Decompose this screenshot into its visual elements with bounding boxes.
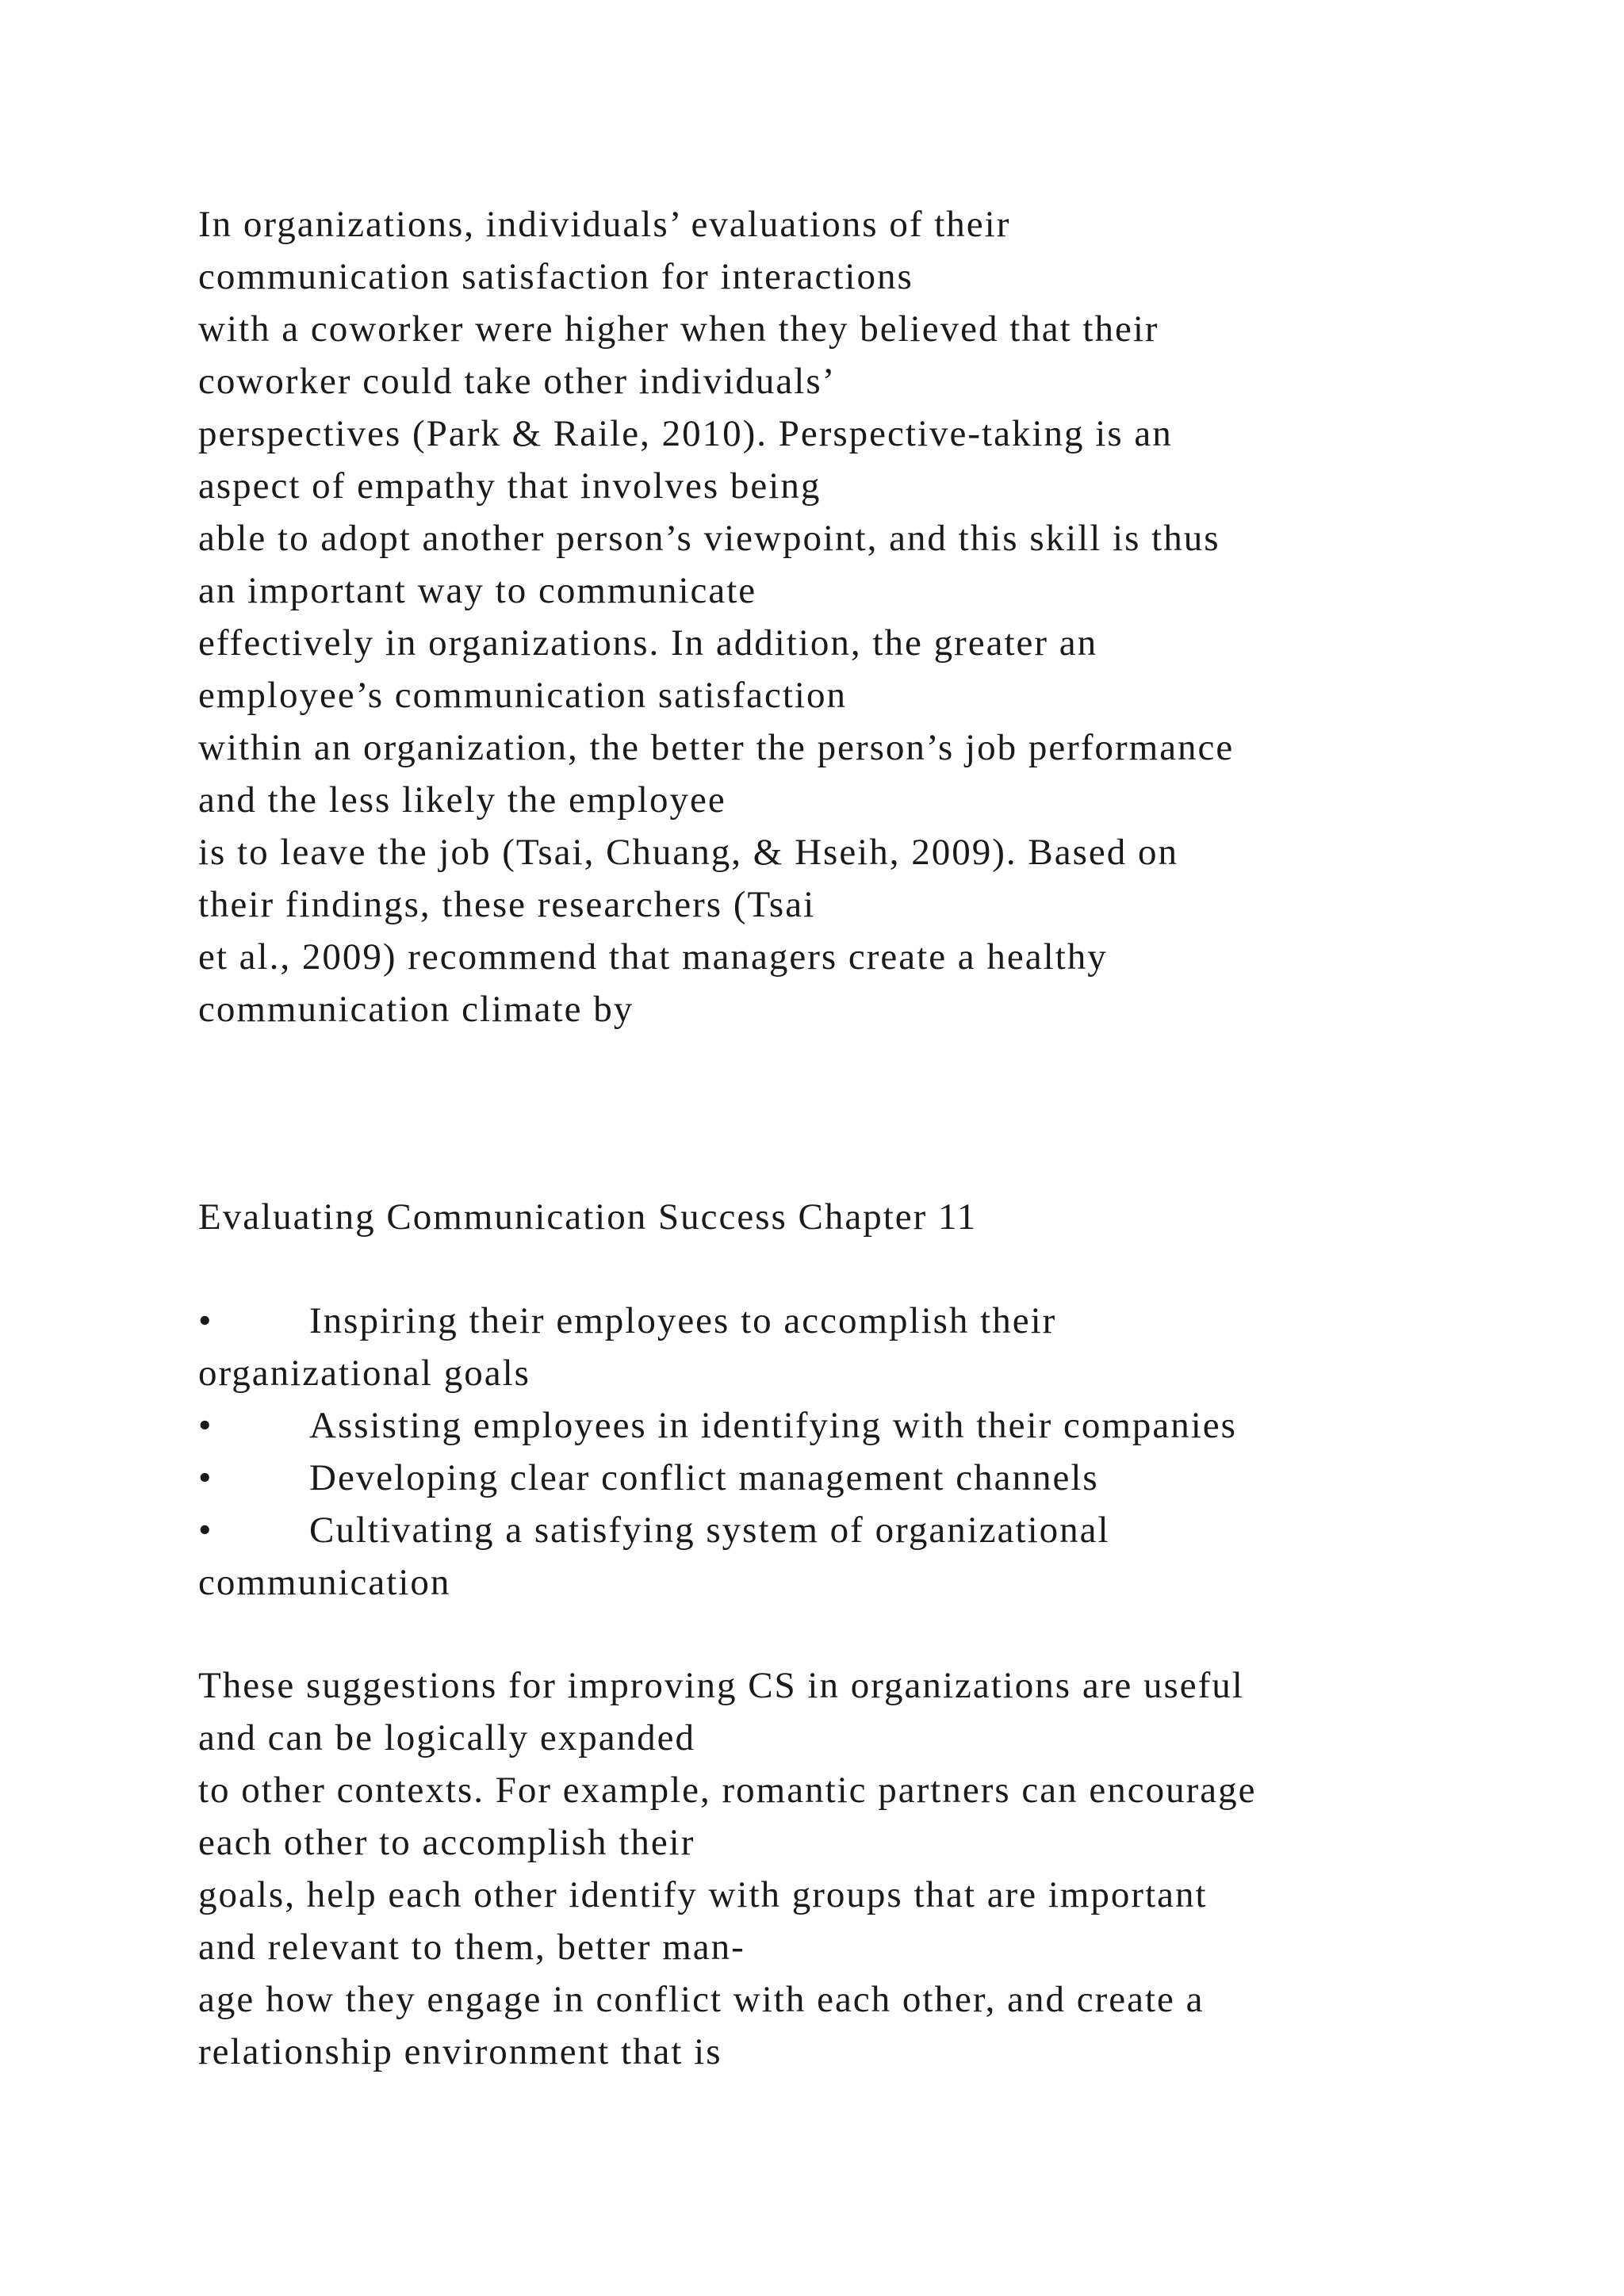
text-line: coworker could take other individuals’ xyxy=(198,361,837,402)
text-line: and the less likely the employee xyxy=(198,779,726,821)
text-line: These suggestions for improving CS in organizations are useful xyxy=(198,1665,1244,1706)
list-item-text: Assisting employees in identifying with their companies xyxy=(309,1405,1237,1446)
text-line: and can be logically expanded xyxy=(198,1717,695,1758)
list-item-text: Inspiring their employees to accomplish their xyxy=(309,1300,1057,1341)
paragraph-organizations xyxy=(198,198,1546,1035)
text-line: communication climate by xyxy=(198,989,634,1030)
bullet-icon: • xyxy=(198,1510,213,1551)
text-line: and relevant to them, better man- xyxy=(198,1927,745,1968)
list-item-text: Cultivating a satisfying system of organizational xyxy=(309,1510,1110,1551)
bullet-list xyxy=(198,1295,1546,1609)
running-header-text: Evaluating Communication Success Chapter 11 xyxy=(198,1196,978,1238)
text-line: to other contexts. For example, romantic partners can encourage xyxy=(198,1770,1257,1811)
bullet-icon: • xyxy=(198,1300,213,1341)
list-item xyxy=(198,1452,1546,1504)
text-line: employee’s communication satisfaction xyxy=(198,675,847,716)
text-line: able to adopt another person’s viewpoint, and this skill is thus xyxy=(198,518,1220,559)
text-line: aspect of empathy that involves being xyxy=(198,465,822,507)
text-line: their findings, these researchers (Tsai xyxy=(198,884,816,925)
list-item xyxy=(198,1295,1546,1347)
text-line: age how they engage in conflict with each other, and create a xyxy=(198,1979,1205,2020)
text-line: relationship environment that is xyxy=(198,2031,722,2072)
list-item xyxy=(198,1504,1546,1556)
bullet-icon: • xyxy=(198,1405,213,1446)
list-item-continuation: communication xyxy=(198,1562,451,1603)
text-line: is to leave the job (Tsai, Chuang, & Hseih, 2009). Based on xyxy=(198,832,1178,873)
text-line: effectively in organizations. In addition, the greater an xyxy=(198,622,1098,664)
text-line: each other to accomplish their xyxy=(198,1822,695,1863)
text-line: communication satisfaction for interactions xyxy=(198,256,914,297)
text-line: et al., 2009) recommend that managers create a healthy xyxy=(198,936,1108,978)
paragraph-suggestions xyxy=(198,1659,1546,2078)
list-item-text: Developing clear conflict management channels xyxy=(309,1457,1099,1498)
text-line: In organizations, individuals’ evaluations of their xyxy=(198,204,1011,245)
list-item xyxy=(198,1399,1546,1452)
text-line: with a coworker were higher when they believed that their xyxy=(198,308,1159,350)
text-line: goals, help each other identify with groups that are important xyxy=(198,1874,1208,1915)
list-item-continuation: organizational goals xyxy=(198,1353,530,1394)
running-header xyxy=(198,1191,1546,1243)
text-line: an important way to communicate xyxy=(198,570,757,611)
text-line: within an organization, the better the person’s job performance xyxy=(198,727,1235,768)
bullet-icon: • xyxy=(198,1457,213,1498)
text-line: perspectives (Park & Raile, 2010). Perspective-taking is an xyxy=(198,413,1173,454)
